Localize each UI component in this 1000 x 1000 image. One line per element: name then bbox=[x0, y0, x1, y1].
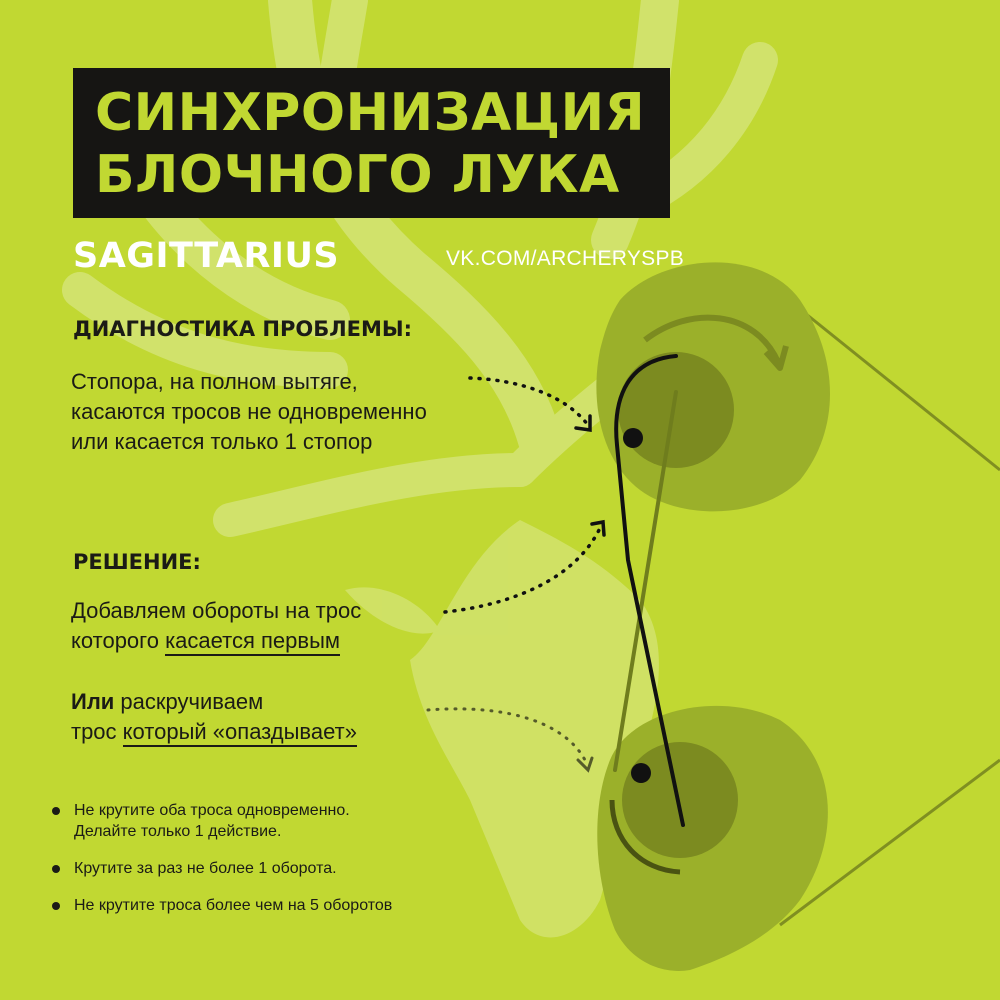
solution-heading: РЕШЕНИЕ: bbox=[73, 550, 201, 574]
notes-list bbox=[52, 800, 392, 932]
note-item bbox=[52, 800, 392, 842]
note-line: Крутите за раз не более 1 оборота. bbox=[74, 860, 337, 877]
solution-underlined: касается первым bbox=[165, 628, 340, 656]
vk-link[interactable]: VK.COM/ARCHERYSPB bbox=[446, 247, 685, 270]
title-line-1: СИНХРОНИЗАЦИЯ bbox=[95, 83, 646, 143]
diagnosis-line-3: или касается только 1 стопор bbox=[71, 429, 373, 454]
diagnosis-line-2: касаются тросов не одновременно bbox=[71, 399, 427, 424]
top-cam-stop-dot bbox=[623, 428, 643, 448]
bottom-cam-stop-dot bbox=[631, 763, 651, 783]
note-line: Делайте только 1 действие. bbox=[74, 823, 282, 840]
alternative-text bbox=[71, 687, 357, 747]
diagnosis-heading: ДИАГНОСТИКА ПРОБЛЕМЫ: bbox=[73, 317, 413, 341]
alternative-line-2-prefix: трос bbox=[71, 719, 123, 744]
alternative-line-1 bbox=[71, 687, 357, 717]
bullet-icon bbox=[52, 902, 60, 910]
diagnosis-text bbox=[71, 367, 427, 457]
diagnosis-line-1: Стопора, на полном вытяге, bbox=[71, 369, 358, 394]
bullet-icon bbox=[52, 865, 60, 873]
alternative-underlined: который «опаздывает» bbox=[123, 719, 357, 747]
title-line-2: БЛОЧНОГО ЛУКА bbox=[95, 145, 620, 205]
alternative-line-2 bbox=[71, 717, 357, 747]
note-line: Не крутите троса более чем на 5 оборотов bbox=[74, 897, 393, 914]
alternative-line-1-rest: раскручиваем bbox=[114, 689, 264, 714]
solution-line-1: Добавляем обороты на трос bbox=[71, 598, 362, 623]
solution-line-2-prefix: которого bbox=[71, 628, 166, 653]
note-item bbox=[52, 858, 392, 879]
top-cam-icon bbox=[596, 262, 830, 511]
solution-text bbox=[71, 596, 361, 656]
brand-name: SAGITTARIUS bbox=[73, 236, 340, 276]
solution-line-2 bbox=[71, 626, 361, 656]
note-item bbox=[52, 895, 392, 916]
title-box bbox=[73, 68, 670, 218]
bullet-icon bbox=[52, 807, 60, 815]
alternative-bold-word: Или bbox=[71, 689, 115, 714]
bottom-cam-icon bbox=[597, 706, 828, 971]
note-line: Не крутите оба троса одновременно. bbox=[74, 802, 350, 819]
